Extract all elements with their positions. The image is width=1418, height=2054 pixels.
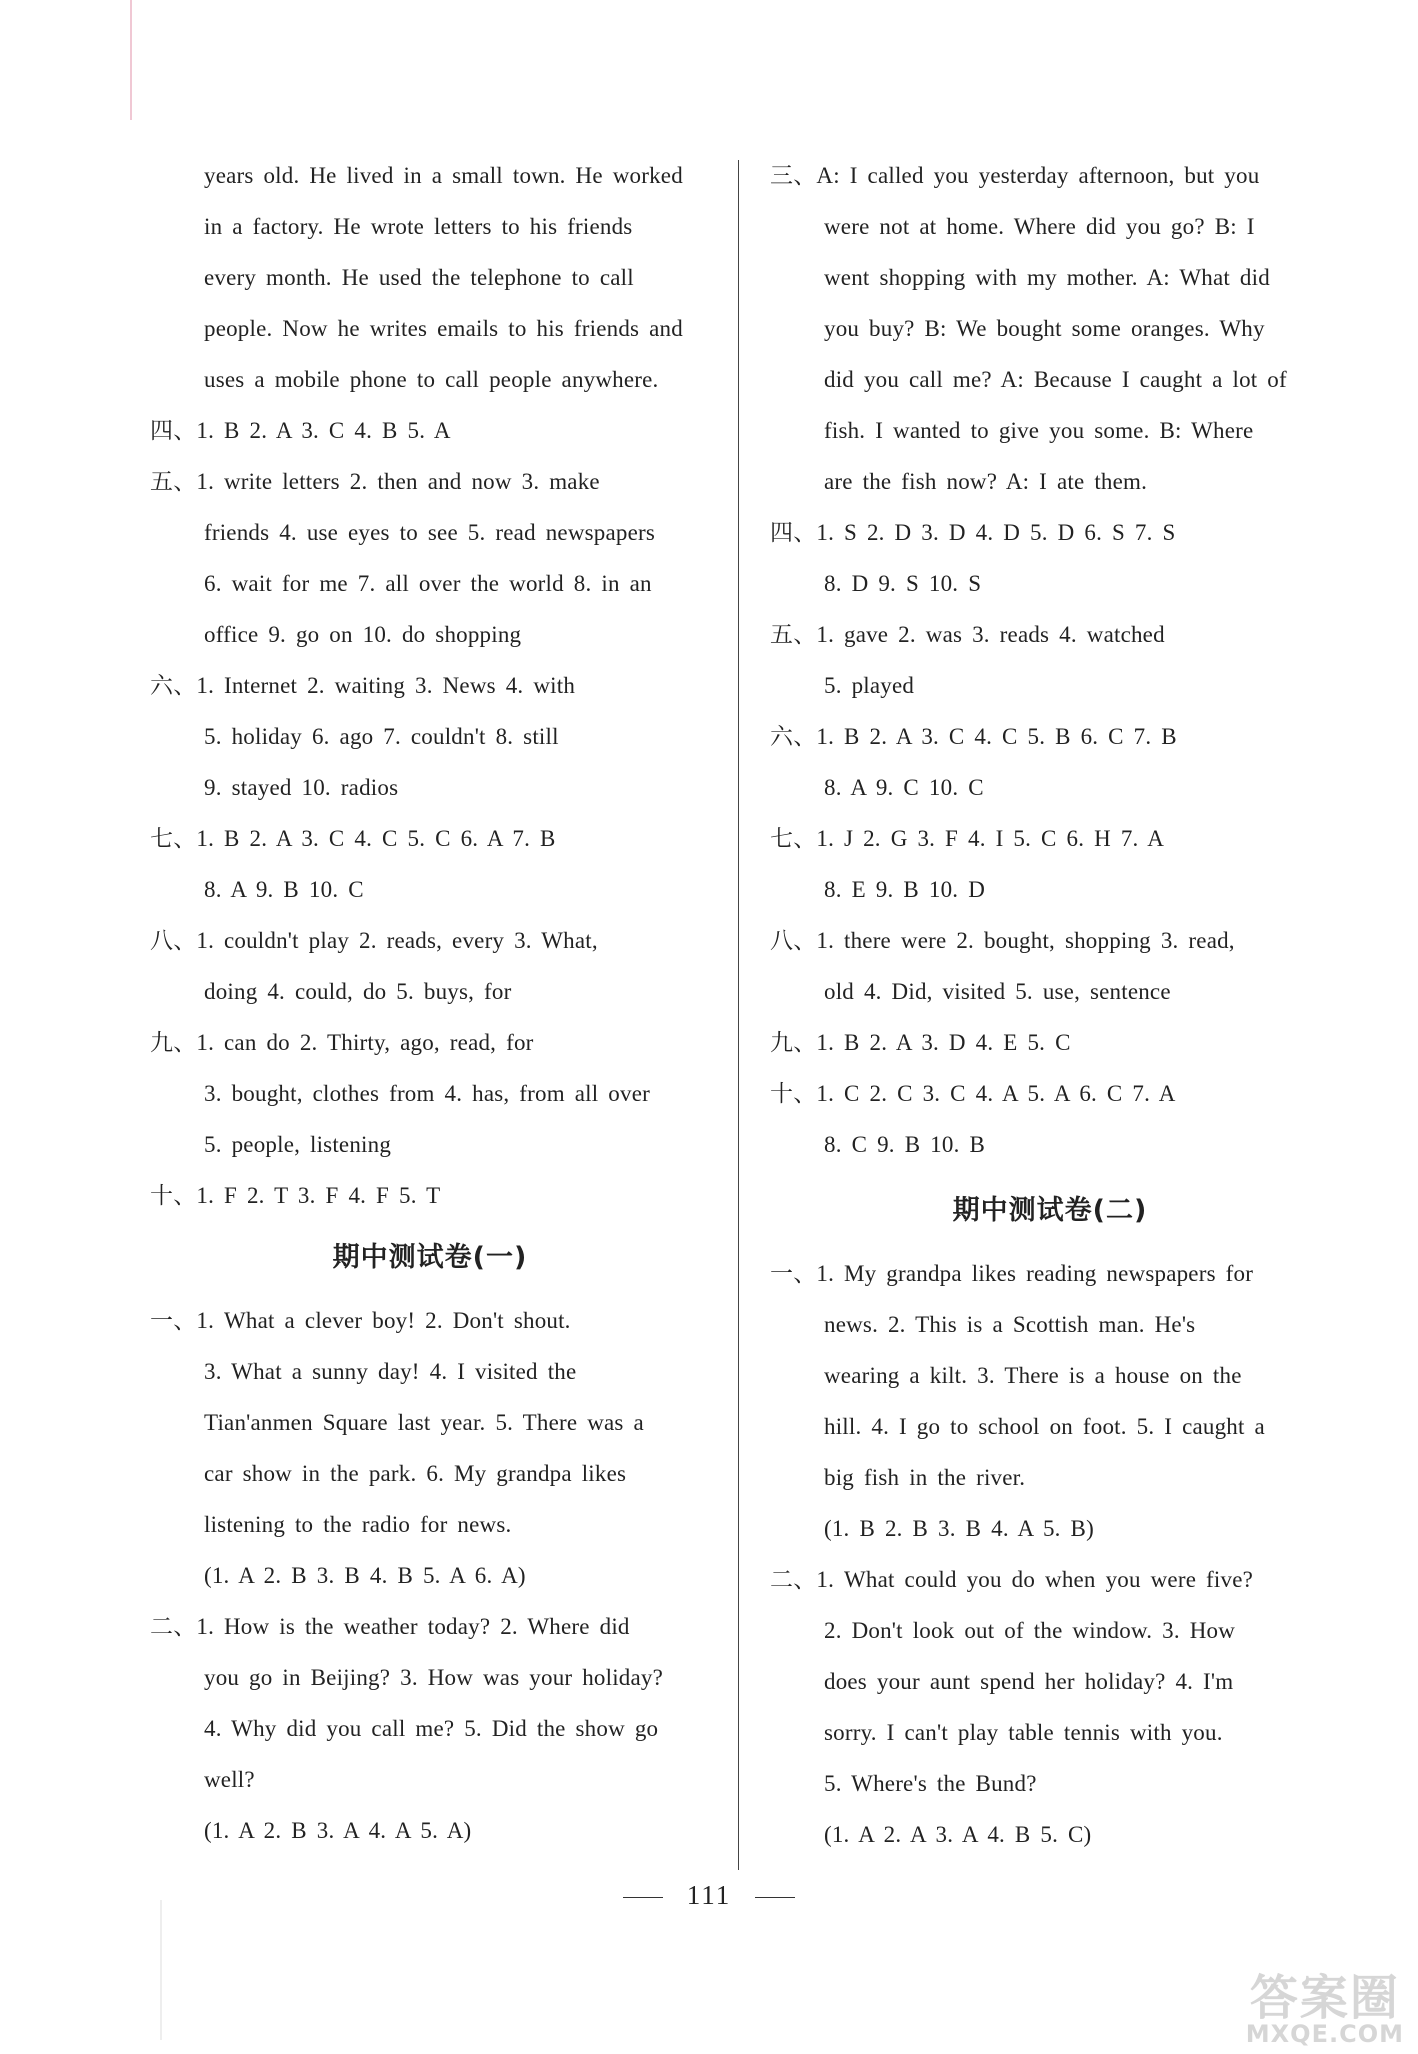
answer-line: doing 4. could, do 5. buys, for [204, 979, 512, 1004]
answer-section-line: 七、1. B 2. A 3. C 4. C 5. C 6. A 7. B [150, 826, 556, 851]
answer-line: 5. holiday 6. ago 7. couldn't 8. still [204, 724, 559, 749]
watermark-text: 答案圈 [1249, 1970, 1400, 2026]
page-number: 111 [686, 1880, 732, 1910]
column-divider [738, 160, 739, 1870]
answer-line: well? [204, 1767, 255, 1792]
answer-line: friends 4. use eyes to see 5. read newspapers [204, 520, 656, 545]
answer-line: (1. A 2. A 3. A 4. B 5. C) [824, 1822, 1092, 1847]
answer-section-line: 七、1. J 2. G 3. F 4. I 5. C 6. H 7. A [770, 826, 1165, 851]
answer-line: were not at home. Where did you go? B: I [824, 214, 1255, 239]
answer-section-line: 五、1. gave 2. was 3. reads 4. watched [770, 622, 1165, 647]
answer-line: you go in Beijing? 3. How was your holiday? [204, 1665, 664, 1690]
answer-line: (1. A 2. B 3. A 4. A 5. A) [204, 1818, 472, 1843]
answer-line: listening to the radio for news. [204, 1512, 512, 1537]
answer-line: did you call me? A: Because I caught a lot of [824, 367, 1287, 392]
answer-section-line: 九、1. can do 2. Thirty, ago, read, for [150, 1030, 534, 1055]
answer-section-line: 十、1. F 2. T 3. F 4. F 5. T [150, 1183, 441, 1208]
page-edge-mark [130, 0, 132, 120]
answer-line: are the fish now? A: I ate them. [824, 469, 1148, 494]
answer-section-line: 八、1. there were 2. bought, shopping 3. read, [770, 928, 1235, 953]
answer-line: 2. Don't look out of the window. 3. How [824, 1618, 1236, 1643]
answer-line: 5. people, listening [204, 1132, 392, 1157]
answer-line: (1. B 2. B 3. B 4. A 5. B) [824, 1516, 1094, 1541]
right-column [770, 150, 1330, 1860]
answer-line: every month. He used the telephone to call [204, 265, 634, 290]
answer-line: (1. A 2. B 3. B 4. B 5. A 6. A) [204, 1563, 526, 1588]
section-title: 期中测试卷(二) [952, 1195, 1148, 1226]
answer-section-line: 九、1. B 2. A 3. D 4. E 5. C [770, 1030, 1071, 1055]
section-title: 期中测试卷(一) [332, 1242, 528, 1273]
answer-line: you buy? B: We bought some oranges. Why [824, 316, 1265, 341]
answer-section-line: 六、1. B 2. A 3. C 4. C 5. B 6. C 7. B [770, 724, 1177, 749]
answer-section-line: 六、1. Internet 2. waiting 3. News 4. with [150, 673, 576, 698]
page-edge-mark [160, 1900, 162, 2040]
answer-line: old 4. Did, visited 5. use, sentence [824, 979, 1171, 1004]
answer-line: big fish in the river. [824, 1465, 1026, 1490]
answer-line: 3. What a sunny day! 4. I visited the [204, 1359, 577, 1384]
answer-section-line: 四、1. S 2. D 3. D 4. D 5. D 6. S 7. S [770, 520, 1176, 545]
answer-line: uses a mobile phone to call people anywhere. [204, 367, 659, 392]
answer-line: office 9. go on 10. do shopping [204, 622, 522, 647]
answer-line: sorry. I can't play table tennis with you. [824, 1720, 1223, 1745]
answer-section-line: 一、1. My grandpa likes reading newspapers for [770, 1261, 1254, 1286]
answer-line: 8. D 9. S 10. S [824, 571, 982, 596]
answer-section-line: 三、A: I called you yesterday afternoon, but you [770, 163, 1260, 188]
answer-line: 8. A 9. B 10. C [204, 877, 364, 902]
footer-dash [755, 1897, 795, 1898]
answer-section-line: 十、1. C 2. C 3. C 4. A 5. A 6. C 7. A [770, 1081, 1176, 1106]
watermark [1245, 1970, 1404, 2048]
answer-line: 3. bought, clothes from 4. has, from all over [204, 1081, 650, 1106]
answer-line: does your aunt spend her holiday? 4. I'm [824, 1669, 1234, 1694]
answer-line: 4. Why did you call me? 5. Did the show go [204, 1716, 659, 1741]
answer-line: years old. He lived in a small town. He worked [204, 163, 683, 188]
answer-line: 8. C 9. B 10. B [824, 1132, 986, 1157]
answer-line: people. Now he writes emails to his friends and [204, 316, 683, 341]
answer-line: hill. 4. I go to school on foot. 5. I caught a [824, 1414, 1265, 1439]
answer-line: 6. wait for me 7. all over the world 8. in an [204, 571, 652, 596]
answer-section-line: 二、1. What could you do when you were five? [770, 1567, 1254, 1592]
answer-section-line: 一、1. What a clever boy! 2. Don't shout. [150, 1308, 571, 1333]
answer-line: news. 2. This is a Scottish man. He's [824, 1312, 1196, 1337]
answer-line: went shopping with my mother. A: What did [824, 265, 1270, 290]
answer-line: fish. I wanted to give you some. B: Where [824, 418, 1254, 443]
answer-section-line: 四、1. B 2. A 3. C 4. B 5. A [150, 418, 451, 443]
answer-section-line: 二、1. How is the weather today? 2. Where did [150, 1614, 630, 1639]
answer-line: 5. played [824, 673, 915, 698]
left-column [150, 150, 710, 1856]
watermark-url: MXQE.COM [1245, 2020, 1404, 2048]
answer-line: Tian'anmen Square last year. 5. There was a [204, 1410, 644, 1435]
answer-line: in a factory. He wrote letters to his friends [204, 214, 633, 239]
answer-line: 5. Where's the Bund? [824, 1771, 1037, 1796]
answer-section-line: 八、1. couldn't play 2. reads, every 3. What, [150, 928, 598, 953]
answer-section-line: 五、1. write letters 2. then and now 3. make [150, 469, 600, 494]
answer-line: 9. stayed 10. radios [204, 775, 399, 800]
answer-line: 8. E 9. B 10. D [824, 877, 985, 902]
answer-line: wearing a kilt. 3. There is a house on the [824, 1363, 1242, 1388]
answer-line: 8. A 9. C 10. C [824, 775, 984, 800]
answer-line: car show in the park. 6. My grandpa likes [204, 1461, 627, 1486]
page-footer [0, 1880, 1418, 1911]
footer-dash [623, 1897, 663, 1898]
